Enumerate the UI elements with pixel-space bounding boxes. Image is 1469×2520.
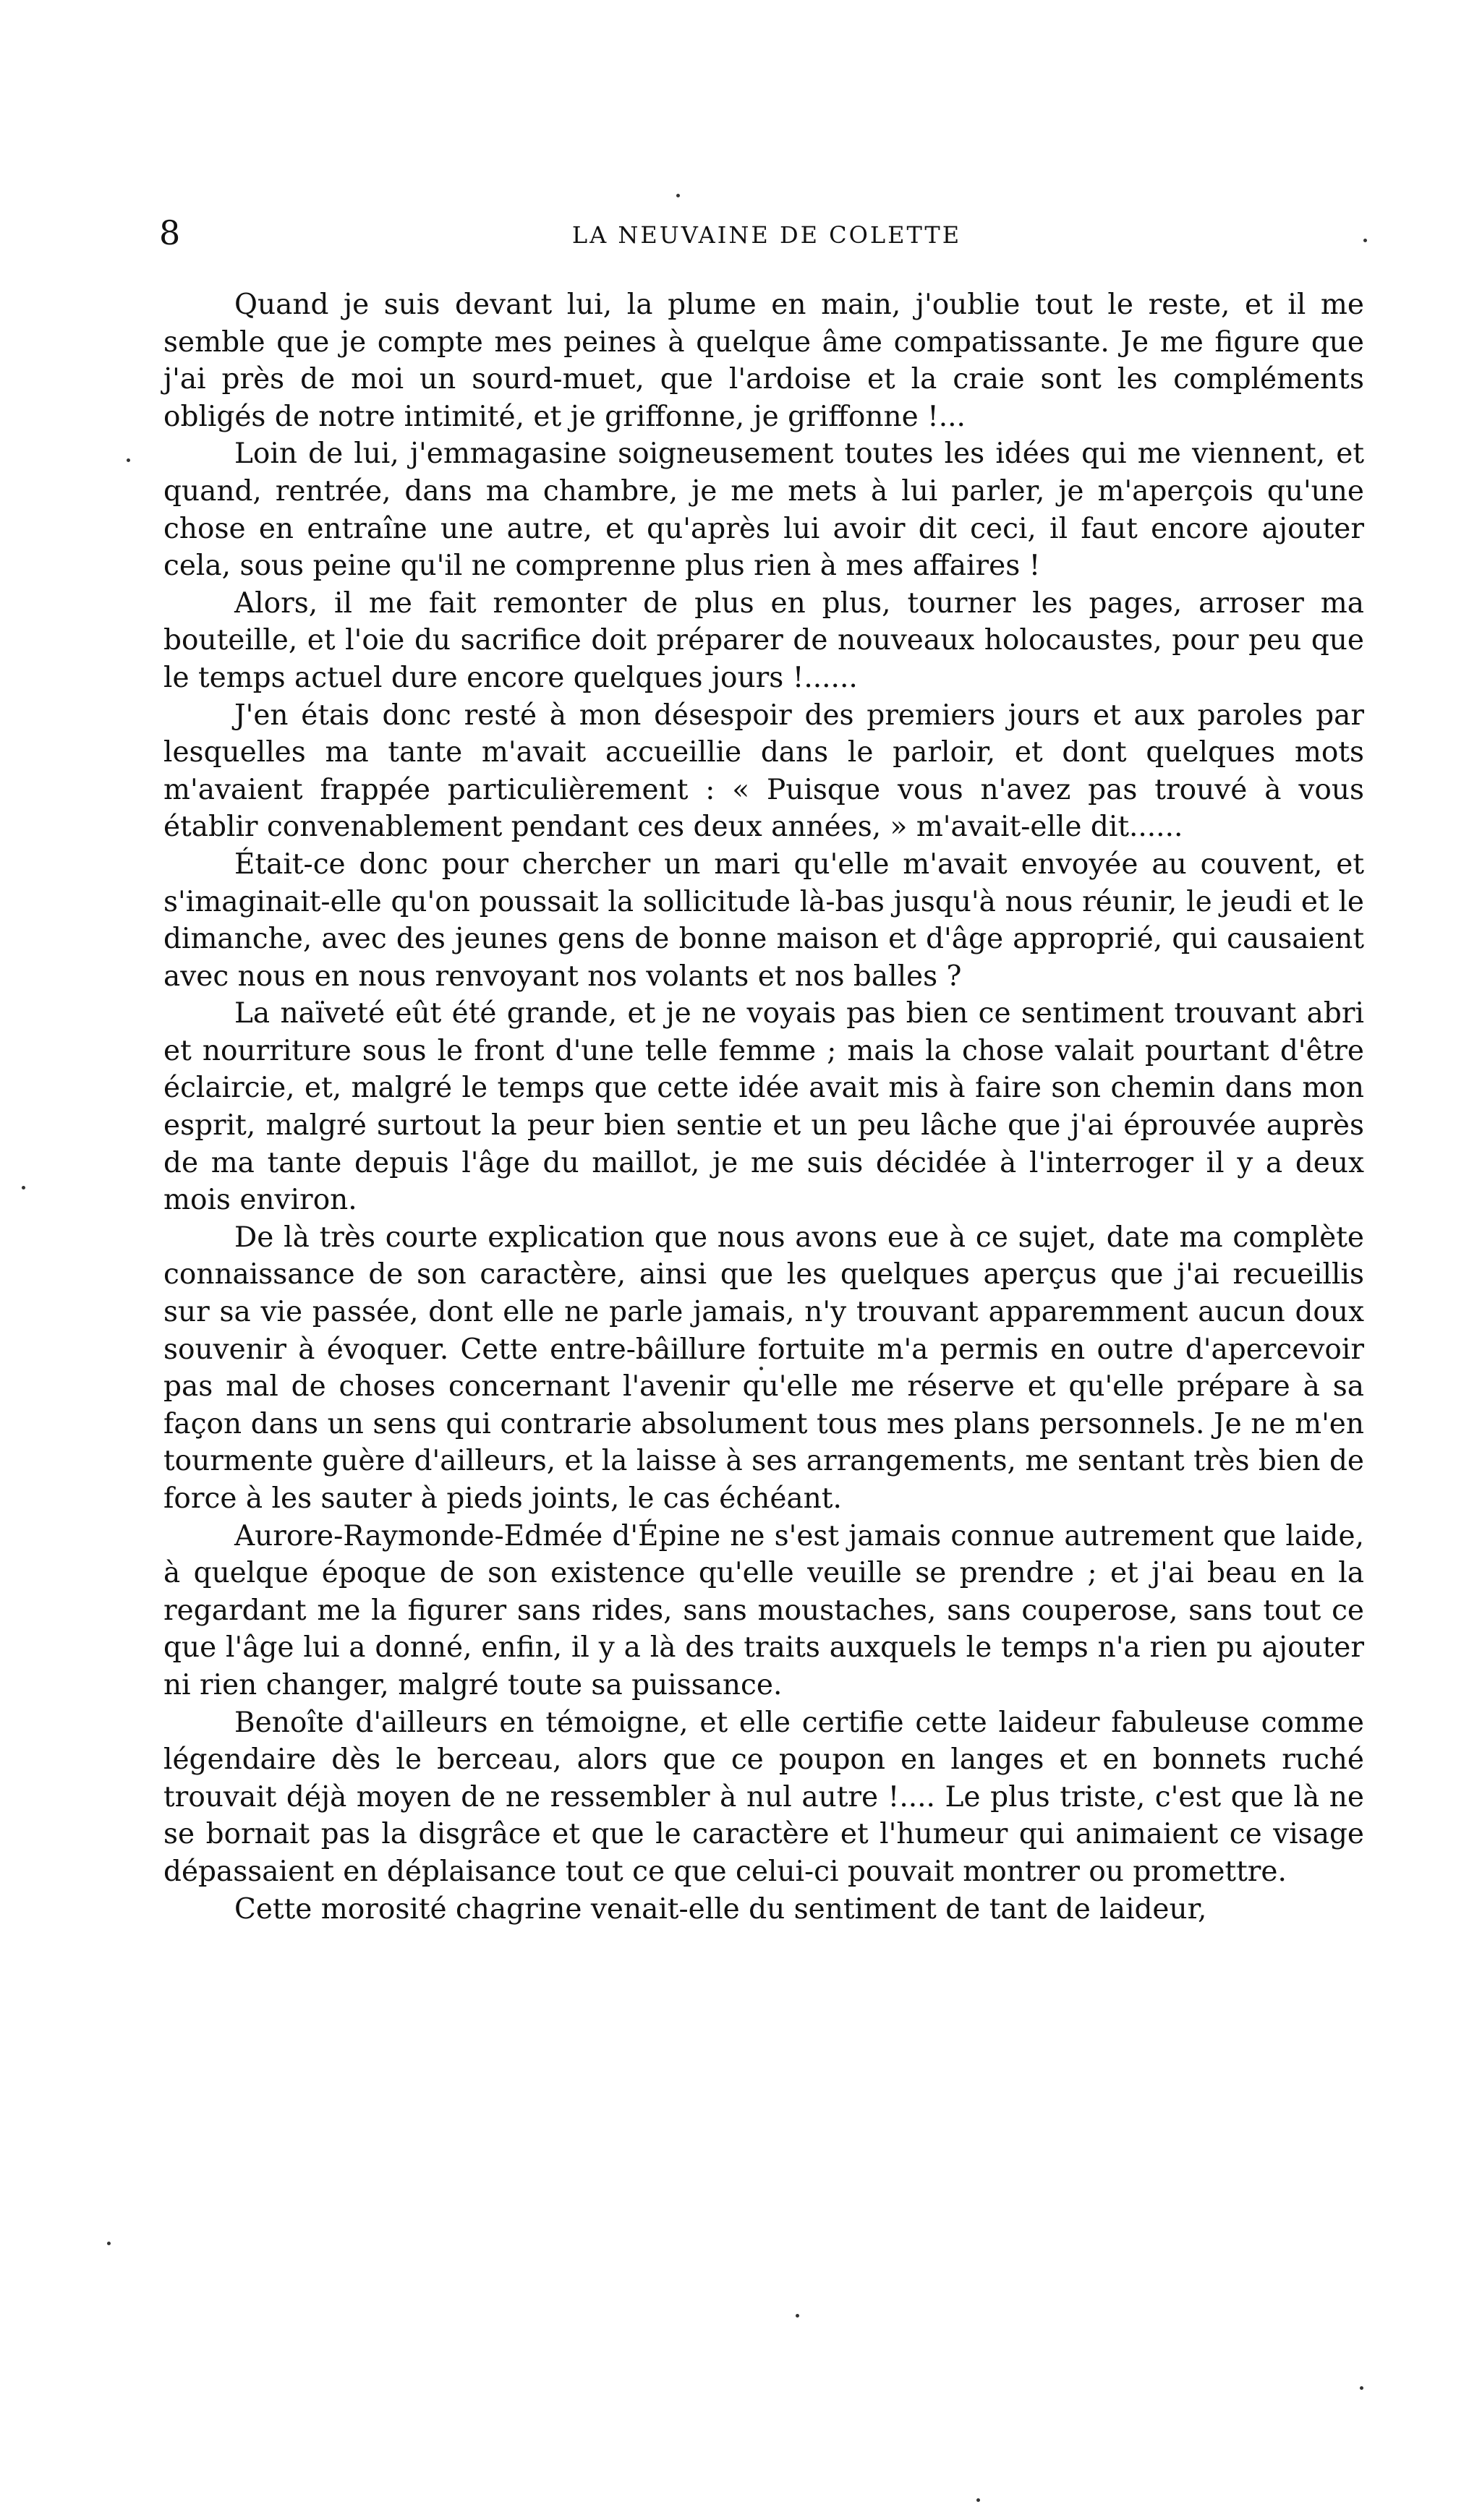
paragraph: Cette morosité chagrine venait-elle du sentiment de tant de laideur,	[234, 1892, 1207, 1926]
page-number: 8	[159, 213, 181, 252]
paragraph: La naïveté eût été grande, et je ne voyais pas bien ce sentiment trouvant abri et nourriture sous le front d'une telle femme ; mais la chose valait pourtant d'être éclaircie, et, malgré le temps que cette idée avait mis à faire son chemin dans mon esprit, malgré surtout la peur bien sentie et un peu lâche que j'ai éprouvée auprès de ma tante depuis l'âge du maillot, je me suis décidée à l'interroger il y a deux mois environ.	[163, 997, 1364, 1217]
speck	[676, 194, 680, 197]
speck	[127, 458, 130, 462]
paragraph: Loin de lui, j'emmagasine soigneusement toutes les idées qui me viennent, et quand, rentrée, dans ma chambre, je me mets à lui parler, je m'aperçois qu'une chose en entraîne une autre, et qu'après lui avoir dit ceci, il faut encore ajouter cela, sous peine qu'il ne comprenne plus rien à mes affaires !	[163, 437, 1364, 583]
running-title: LA NEUVAINE DE COLETTE	[571, 221, 962, 249]
paragraph: Était-ce donc pour chercher un mari qu'elle m'avait envoyée au couvent, et s'imaginait-elle qu'on poussait la sollicitude là-bas jusqu'à nous réunir, le jeudi et le dimanche, avec des jeunes gens de bonne maison et d'âge approprié, qui causaient avec nous en nous renvoyant nos volants et nos balles ?	[163, 847, 1364, 993]
speck	[759, 1367, 763, 1370]
speck	[1363, 239, 1367, 242]
speck	[976, 2498, 980, 2502]
speck	[22, 1186, 25, 1189]
body-text	[163, 286, 1364, 1928]
paragraph: De là très courte explication que nous avons eue à ce sujet, date ma complète connaissance de son caractère, ainsi que les quelques aperçus que j'ai recueillis sur sa vie passée, dont elle ne parle jamais, n'y trouvant apparemment aucun doux souvenir à évoquer. Cette entre-bâillure fortuite m'a permis en outre d'apercevoir pas mal de choses concernant l'avenir qu'elle me réserve et qu'elle prépare à sa façon dans un sens qui contrarie absolument tous mes plans personnels. Je ne m'en tourmente guère d'ailleurs, et la laisse à ses arrangements, me sentant très bien de force à les sauter à pieds joints, le cas échéant.	[163, 1221, 1364, 1515]
paragraph: Benoîte d'ailleurs en témoigne, et elle certifie cette laideur fabuleuse comme légendaire dès le berceau, alors que ce poupon en langes et en bonnets ruché trouvait déjà moyen de ne ressembler à nul autre !.... Le plus triste, c'est que là ne se bornait pas la disgrâce et que le caractère et l'humeur qui animaient ce visage dépassaient en déplaisance tout ce que celui-ci pouvait montrer ou promettre.	[163, 1706, 1364, 1888]
speck	[796, 2314, 799, 2318]
paragraph: Alors, il me fait remonter de plus en plus, tourner les pages, arroser ma bouteille, et l'oie du sacrifice doit préparer de nouveaux holocaustes, pour peu que le temps actuel dure encore quelques jours !......	[163, 586, 1364, 694]
paragraph: Quand je suis devant lui, la plume en main, j'oublie tout le reste, et il me semble que je compte mes peines à quelque âme compatissante. Je me figure que j'ai près de moi un sourd-muet, que l'ardoise et la craie sont les compléments obligés de notre intimité, et je griffonne, je griffonne !...	[163, 289, 1364, 433]
page-header	[159, 211, 1374, 269]
paragraph: J'en étais donc resté à mon désespoir des premiers jours et aux paroles par lesquelles ma tante m'avait accueillie dans le parloir, et dont quelques mots m'avaient frappée particulièrement : « Puisque vous n'avez pas trouvé à vous établir convenablement pendant ces deux années, » m'avait-elle dit......	[163, 699, 1364, 844]
paragraph: Aurore-Raymonde-Edmée d'Épine ne s'est jamais connue autrement que laide, à quelque époque de son existence qu'elle veuille se prendre ; et j'ai beau en la regardant me la figurer sans rides, sans moustaches, sans couperose, sans tout ce que l'âge lui a donné, enfin, il y a là des traits auxquels le temps n'a rien pu ajouter ni rien changer, malgré toute sa puissance.	[163, 1519, 1364, 1701]
speck	[1360, 2386, 1363, 2390]
speck	[107, 2242, 111, 2245]
